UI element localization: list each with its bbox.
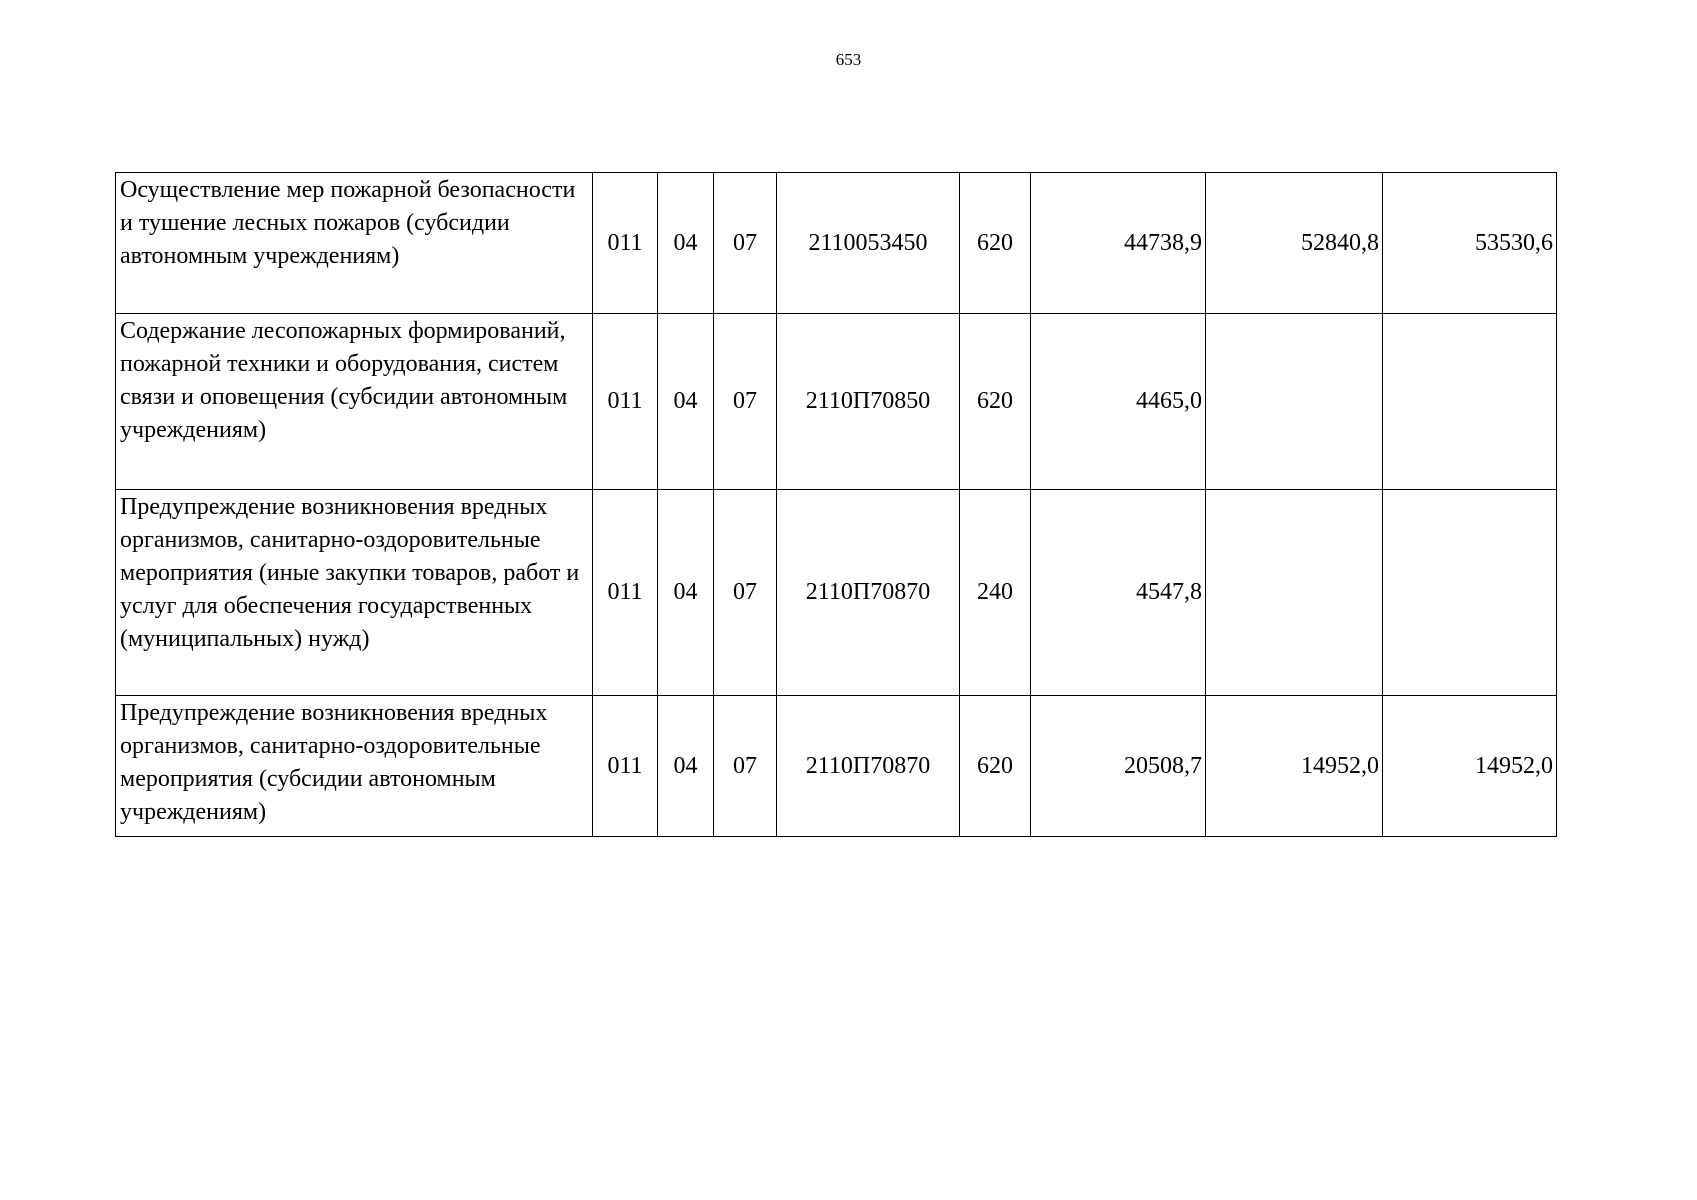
row-description: Предупреждение возникновения вредных организмов, санитарно-оздоровительные мероприятия (субсидии автономным учреждениям) bbox=[116, 696, 593, 837]
expense-type-code: 240 bbox=[960, 490, 1031, 696]
target-article-code: 2110П70850 bbox=[777, 314, 960, 490]
amount-1: 20508,7 bbox=[1031, 696, 1206, 837]
table-row bbox=[116, 314, 1557, 490]
target-article-code: 2110П70870 bbox=[777, 696, 960, 837]
amount-2: 52840,8 bbox=[1206, 173, 1383, 314]
subsection-code: 07 bbox=[714, 314, 777, 490]
section-code: 04 bbox=[658, 696, 714, 837]
table-row bbox=[116, 490, 1557, 696]
amount-2 bbox=[1206, 314, 1383, 490]
amount-3: 14952,0 bbox=[1383, 696, 1557, 837]
subsection-code: 07 bbox=[714, 490, 777, 696]
row-description: Предупреждение возникновения вредных организмов, санитарно-оздоровительные мероприятия (иные закупки товаров, работ и услуг для обеспечения государственных (муниципальных) нужд) bbox=[116, 490, 593, 696]
ministry-code: 011 bbox=[593, 173, 658, 314]
subsection-code: 07 bbox=[714, 173, 777, 314]
amount-1: 4465,0 bbox=[1031, 314, 1206, 490]
ministry-code: 011 bbox=[593, 314, 658, 490]
expense-type-code: 620 bbox=[960, 173, 1031, 314]
expense-type-code: 620 bbox=[960, 696, 1031, 837]
amount-1: 4547,8 bbox=[1031, 490, 1206, 696]
section-code: 04 bbox=[658, 490, 714, 696]
amount-3 bbox=[1383, 490, 1557, 696]
table-row bbox=[116, 696, 1557, 837]
amount-2: 14952,0 bbox=[1206, 696, 1383, 837]
row-description: Содержание лесопожарных формирований, пожарной техники и оборудования, систем связи и оповещения (субсидии автономным учреждениям) bbox=[116, 314, 593, 490]
section-code: 04 bbox=[658, 173, 714, 314]
target-article-code: 2110П70870 bbox=[777, 490, 960, 696]
amount-3: 53530,6 bbox=[1383, 173, 1557, 314]
budget-table bbox=[115, 172, 1557, 837]
subsection-code: 07 bbox=[714, 696, 777, 837]
page-number: 653 bbox=[835, 50, 862, 69]
amount-1: 44738,9 bbox=[1031, 173, 1206, 314]
row-description: Осуществление мер пожарной безопасности и тушение лесных пожаров (субсидии автономным учреждениям) bbox=[116, 173, 593, 314]
amount-2 bbox=[1206, 490, 1383, 696]
amount-3 bbox=[1383, 314, 1557, 490]
target-article-code: 2110053450 bbox=[777, 173, 960, 314]
table-row bbox=[116, 173, 1557, 314]
ministry-code: 011 bbox=[593, 696, 658, 837]
section-code: 04 bbox=[658, 314, 714, 490]
expense-type-code: 620 bbox=[960, 314, 1031, 490]
ministry-code: 011 bbox=[593, 490, 658, 696]
